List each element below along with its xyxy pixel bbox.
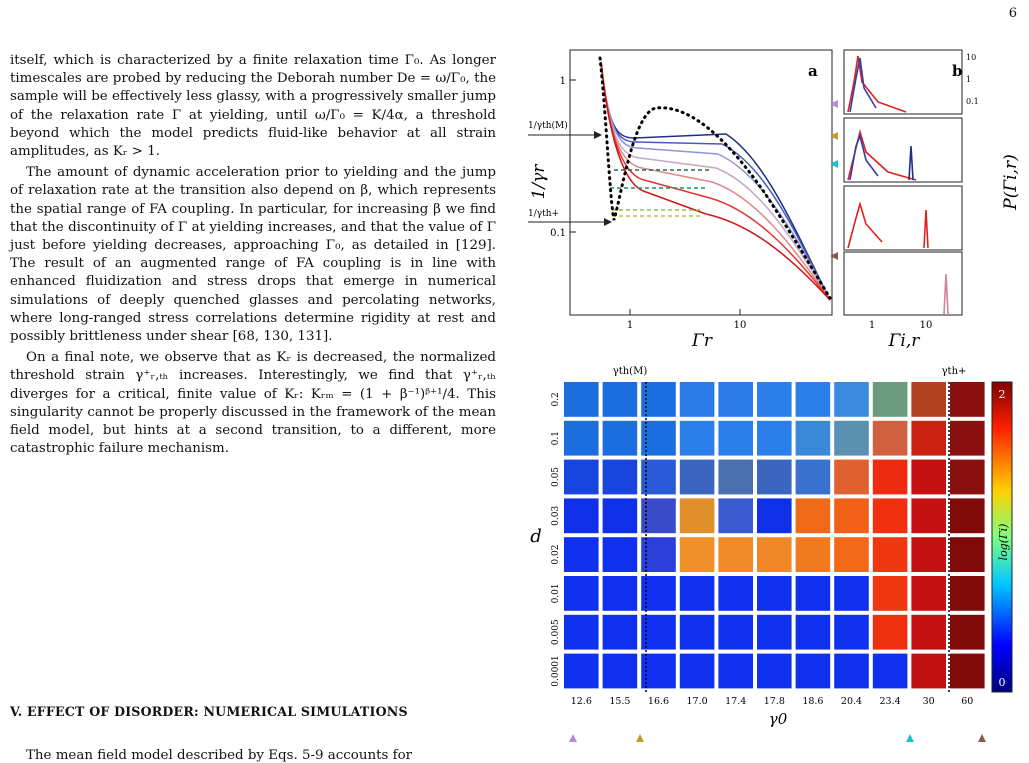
heatmap-cell [680, 498, 715, 533]
panel-b-xtick-1: 1 [868, 320, 876, 331]
curve-6 [601, 62, 830, 300]
heatmap-cell [757, 498, 792, 533]
heatmap-cell [564, 615, 599, 650]
heatmap-cell [834, 615, 869, 650]
heatmap-cell [834, 654, 869, 689]
figure [526, 42, 1026, 754]
heatmap-cell [796, 576, 831, 611]
panel-a-dashed-lines [610, 170, 712, 216]
arrow-label-gamma-th-m: 1/γth(M) [528, 121, 568, 131]
heatmap-cell [680, 460, 715, 495]
heatmap-cell [718, 498, 753, 533]
heatmap-cell [603, 498, 638, 533]
panel-a-xtick-10: 10 [733, 320, 747, 331]
heatmap-cell [911, 498, 946, 533]
heatmap-cell [911, 460, 946, 495]
heatmap-cell [757, 615, 792, 650]
heatmap-cell [603, 460, 638, 495]
next-paragraph-line: The mean field model described by Eqs. 5-9 accounts for [26, 748, 413, 763]
heatmap-cell [564, 498, 599, 533]
heatmap-top-label-plus: γth+ [941, 366, 967, 377]
heatmap-cell [834, 498, 869, 533]
heatmap-cell [873, 498, 908, 533]
heatmap-cell [796, 421, 831, 456]
heatmap-gamma-tick: 17.0 [686, 696, 708, 707]
heatmap-cell [564, 382, 599, 417]
curve-1 [601, 62, 830, 300]
heatmap-cell [873, 460, 908, 495]
curve-7 [601, 62, 830, 300]
heatmap-gamma-tick: 15.5 [609, 696, 631, 707]
section-heading: V. EFFECT OF DISORDER: NUMERICAL SIMULATIONS [10, 704, 408, 719]
heatmap-cell [603, 576, 638, 611]
heatmap-cell [834, 576, 869, 611]
heatmap-cell [641, 615, 676, 650]
heatmap-cell [911, 421, 946, 456]
heatmap-cell [873, 654, 908, 689]
heatmap-cell [757, 576, 792, 611]
heatmap-d-tick: 0.0001 [551, 655, 561, 687]
heatmap-marker-4 [978, 734, 986, 742]
heatmap-cells [564, 382, 985, 688]
heatmap-gamma-tick: 12.6 [570, 696, 592, 707]
heatmap-cell [718, 537, 753, 572]
heatmap-gamma-labels [571, 696, 974, 707]
panel-b-frame-2 [844, 118, 962, 182]
heatmap-cell [680, 654, 715, 689]
curve-5 [601, 62, 830, 300]
heatmap-cell [873, 537, 908, 572]
panel-b-marker-4 [830, 252, 838, 260]
page-number: 6 [1008, 6, 1017, 21]
panel-a-curves [601, 62, 830, 300]
heatmap-d-tick: 0.1 [551, 431, 561, 446]
heatmap-cell [603, 615, 638, 650]
paragraph-3: On a final note, we observe that as Kᵣ is decreased, the normalized threshold strain γ⁺ᵣ,ₜₕ increases. Interestingly, we find that γ⁺ᵣ,ₜₕ diverges for a critical, finite value of Kᵣ: Kᵣₘ = (1 + β⁻¹)ᵝ⁺¹/4. This singularity cannot be properly discussed in the framework of the mean field model, but hints at a second transition, to a different, more catastrophic failure mechanism. [10, 350, 496, 457]
panel-a-xtick-1: 1 [626, 320, 634, 331]
heatmap-cell [564, 576, 599, 611]
panel-b-ylabel: P(Γi,r) [1001, 154, 1021, 210]
heatmap-cell [834, 460, 869, 495]
panel-b-ytick-1: 1 [966, 75, 972, 84]
panel-b-marker-2 [830, 132, 838, 140]
heatmap-d-labels [551, 392, 561, 687]
paragraph-1: itself, which is characterized by a finite relaxation time Γ₀. As longer timescales are probed by reducing the Deborah number De = ω/Γ₀, the sample will be effectively less glassy, with a progressively smaller jump of the relaxation rate Γ at yielding, until ω/Γ₀ = K/4α, a threshold beyond which the model predicts fluid-like behavior at all strain amplitudes, as Kᵣ > 1. [10, 53, 496, 160]
heatmap-d-tick: 0.01 [551, 583, 561, 604]
heatmap-marker-1 [569, 734, 577, 742]
heatmap [530, 366, 1012, 742]
heatmap-cell [718, 615, 753, 650]
heatmap-marker-2 [636, 734, 644, 742]
heatmap-cell [718, 421, 753, 456]
panel-a-label: a [808, 62, 818, 80]
heatmap-cell [680, 576, 715, 611]
panel-a-mean-field-curve [600, 58, 830, 298]
heatmap-cell [718, 460, 753, 495]
heatmap-cell [873, 615, 908, 650]
heatmap-cell [718, 382, 753, 417]
heatmap-gamma-tick: 60 [961, 696, 974, 707]
heatmap-cell [950, 615, 985, 650]
heatmap-d-tick: 0.2 [551, 392, 561, 407]
heatmap-cell [680, 382, 715, 417]
heatmap-cell [911, 382, 946, 417]
panel-b-xlabel: Γi,r [888, 331, 920, 351]
heatmap-cell [950, 421, 985, 456]
heatmap-cell [564, 654, 599, 689]
panel-b-frame-3 [844, 186, 962, 250]
panel-a-xlabel: Γr [692, 331, 712, 351]
panel-b-marker-3 [830, 160, 838, 168]
heatmap-cell [796, 654, 831, 689]
heatmap-gamma-tick: 20.4 [840, 696, 863, 707]
heatmap-d-axis-label: d [530, 526, 542, 547]
heatmap-cell [873, 421, 908, 456]
heatmap-gamma-tick: 18.6 [802, 696, 824, 707]
heatmap-cell [757, 654, 792, 689]
heatmap-cell [950, 576, 985, 611]
heatmap-cell [564, 421, 599, 456]
heatmap-cell [718, 576, 753, 611]
colorbar-tick-2: 2 [998, 388, 1006, 401]
heatmap-cell [796, 537, 831, 572]
heatmap-cell [950, 460, 985, 495]
heatmap-marker-3 [906, 734, 914, 742]
arrow-label-gamma-th-plus: 1/γth+ [528, 209, 560, 219]
heatmap-cell [757, 460, 792, 495]
heatmap-cell [641, 576, 676, 611]
heatmap-cell [950, 382, 985, 417]
colorbar-label: log(Γi) [997, 523, 1010, 561]
heatmap-cell [950, 498, 985, 533]
panel-b-xtick-10: 10 [919, 320, 933, 331]
panel-a-ytick-1: 1 [559, 76, 566, 87]
heatmap-gamma-tick: 16.6 [647, 696, 670, 707]
heatmap-cell [911, 615, 946, 650]
heatmap-gamma-axis-label: γ0 [768, 710, 788, 728]
curve-3 [601, 62, 830, 300]
panel-b-marker-1 [830, 100, 838, 108]
heatmap-gamma-tick: 17.4 [725, 696, 747, 707]
heatmap-top-label-m: γth(M) [612, 366, 648, 377]
heatmap-cell [873, 576, 908, 611]
heatmap-cell [796, 382, 831, 417]
heatmap-cell [680, 421, 715, 456]
heatmap-cell [641, 460, 676, 495]
heatmap-cell [950, 537, 985, 572]
curve-4 [601, 62, 830, 300]
heatmap-cell [603, 421, 638, 456]
panel-b [830, 50, 1021, 351]
heatmap-cell [796, 615, 831, 650]
heatmap-cell [564, 537, 599, 572]
heatmap-cell [603, 382, 638, 417]
heatmap-cell [950, 654, 985, 689]
heatmap-cell [757, 537, 792, 572]
heatmap-d-tick: 0.02 [551, 544, 561, 565]
heatmap-cell [564, 460, 599, 495]
heatmap-cell [757, 382, 792, 417]
paragraph-2: The amount of dynamic acceleration prior to yielding and the jump of relaxation rate at the transition also depend on β, which represents the spatial range of FA coupling. In particular, for increasing β we find that the discontinuity of Γ at yielding increases, and that the value of Γ just before yielding decreases, approaching Γ₀, as detailed in [129]. The result of an augmented range of FA coupling is in line with enhanced fluidization and stress drops that emerge in numerical simulations of deeply quenched glasses and percolating networks, where long-ranged stress correlations determine rigidity at rest and possibly brittleness under shear [68, 130, 131]. [10, 165, 496, 345]
panel-b-distributions [848, 56, 948, 314]
panel-b-label: b [952, 62, 963, 80]
panel-a-ylabel: 1/γr [529, 164, 549, 200]
text-column [10, 52, 496, 461]
heatmap-cell [757, 421, 792, 456]
heatmap-d-tick: 0.05 [551, 466, 561, 488]
colorbar-tick-0: 0 [998, 676, 1006, 689]
heatmap-cell [834, 537, 869, 572]
panel-a [528, 50, 832, 351]
heatmap-gamma-tick: 17.8 [763, 696, 785, 707]
heatmap-d-tick: 0.005 [551, 619, 561, 646]
heatmap-cell [873, 382, 908, 417]
heatmap-cell [834, 421, 869, 456]
panel-b-ytick-10: 10 [966, 53, 977, 62]
heatmap-cell [680, 537, 715, 572]
heatmap-cell [911, 576, 946, 611]
panel-b-ytick-0.1: 0.1 [966, 97, 979, 106]
heatmap-cell [834, 382, 869, 417]
heatmap-gamma-tick: 30 [922, 696, 935, 707]
heatmap-gamma-tick: 23.4 [879, 696, 901, 707]
heatmap-cell [911, 537, 946, 572]
heatmap-cell [911, 654, 946, 689]
heatmap-cell [796, 498, 831, 533]
heatmap-cell [796, 460, 831, 495]
heatmap-cell [718, 654, 753, 689]
panel-a-ytick-0.1: 0.1 [550, 228, 566, 239]
heatmap-cell [680, 615, 715, 650]
heatmap-cell [603, 537, 638, 572]
heatmap-d-tick: 0.03 [551, 505, 561, 526]
curve-2 [601, 62, 830, 300]
heatmap-cell [603, 654, 638, 689]
